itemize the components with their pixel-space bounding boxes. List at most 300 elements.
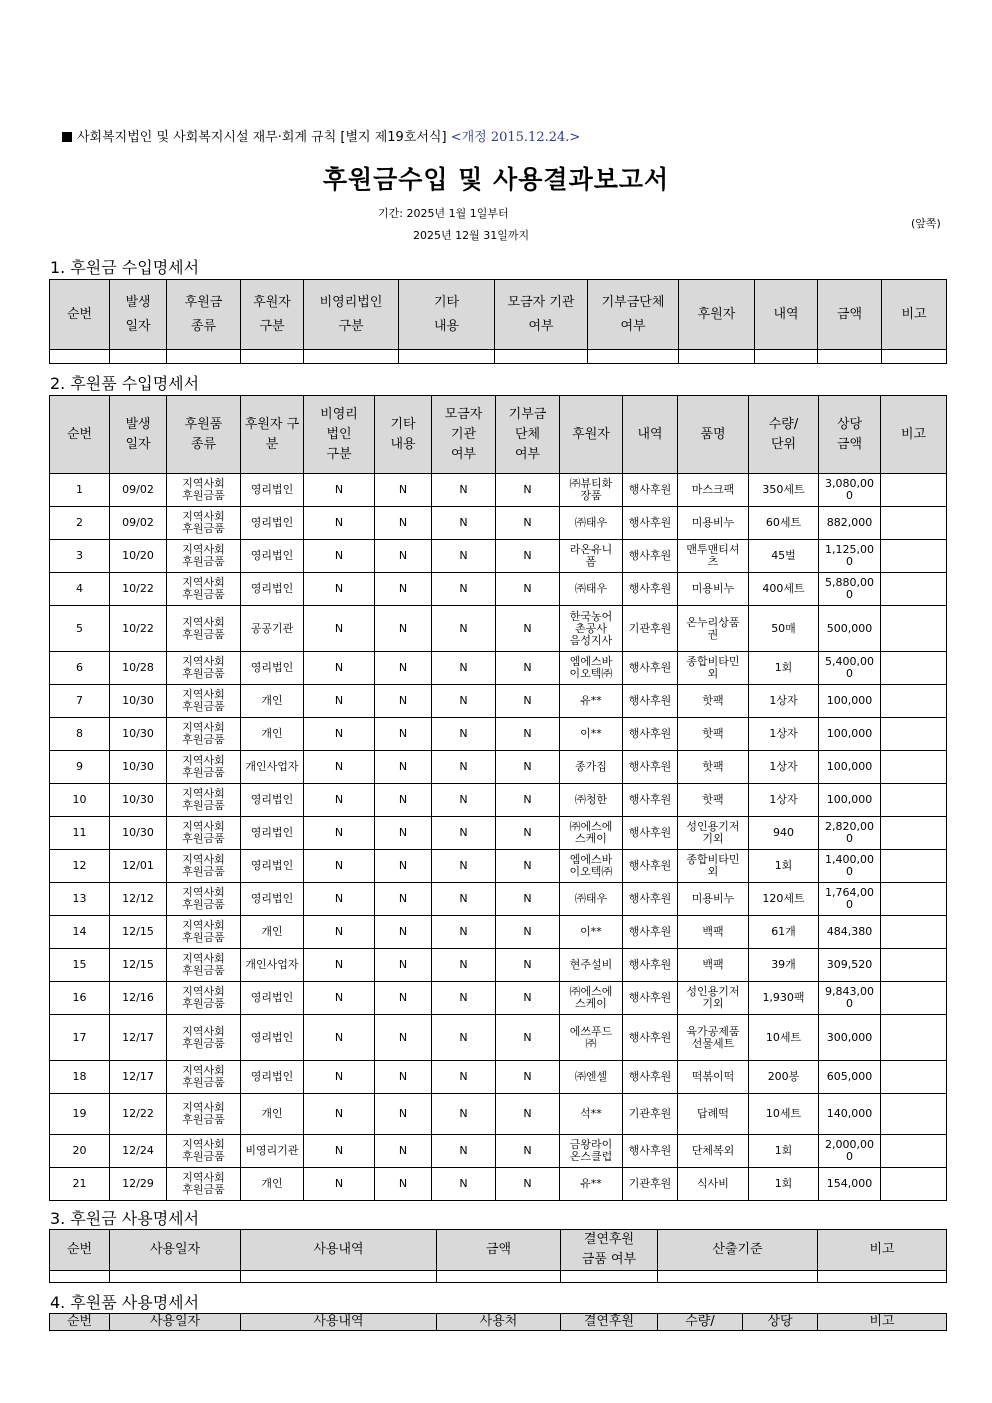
cell-detail: 행사후원 (623, 916, 678, 949)
column-header: 결연후원 (561, 1314, 658, 1331)
cell-etc: N (375, 718, 432, 751)
cell-fundraiser: N (432, 751, 496, 784)
column-header: 비고 (818, 1314, 947, 1331)
cell-note (881, 606, 947, 652)
cell-amount: 309,520 (819, 949, 881, 982)
cell-quantity: 400세트 (749, 573, 819, 606)
table-row (50, 982, 947, 1015)
cell-item: 핫팩 (678, 751, 749, 784)
page-side-label: (앞쪽) (911, 217, 941, 230)
cell-kind: 지역사회 후원금품 (167, 916, 241, 949)
cell-etc: N (375, 652, 432, 685)
cell-donor-type: 영리법인 (241, 507, 304, 540)
cell-no: 11 (50, 817, 110, 850)
cell-donor: 금왕라이 온스클럽 (560, 1135, 623, 1168)
cell-donation-org: N (496, 606, 560, 652)
goods-income-body (50, 474, 947, 1201)
cell-etc: N (375, 606, 432, 652)
cell-quantity: 1상자 (749, 718, 819, 751)
cell-quantity: 1회 (749, 1135, 819, 1168)
column-header: 상당 (743, 1314, 818, 1331)
cell-no: 19 (50, 1094, 110, 1135)
cell-nonprofit: N (304, 1015, 375, 1061)
cell-fundraiser: N (432, 784, 496, 817)
cell-date: 09/02 (110, 507, 167, 540)
cell-no: 21 (50, 1168, 110, 1201)
column-header: 후원금 종류 (167, 280, 241, 350)
column-header: 사용내역 (241, 1230, 437, 1271)
cell-donor-type: 영리법인 (241, 883, 304, 916)
cell-donation-org: N (496, 916, 560, 949)
cell-donation-org: N (496, 1061, 560, 1094)
cell-date: 12/15 (110, 949, 167, 982)
cell-amount: 140,000 (819, 1094, 881, 1135)
cell-kind: 지역사회 후원금품 (167, 982, 241, 1015)
cell-donor-type: 영리법인 (241, 982, 304, 1015)
cell-kind: 지역사회 후원금품 (167, 784, 241, 817)
cell-donor-type: 영리법인 (241, 850, 304, 883)
cell-detail: 행사후원 (623, 718, 678, 751)
column-header: 기부금 단체 여부 (496, 396, 560, 474)
cell-note (881, 784, 947, 817)
cell-nonprofit: N (304, 540, 375, 573)
cell-fundraiser: N (432, 685, 496, 718)
cell-quantity: 60세트 (749, 507, 819, 540)
cell-kind: 지역사회 후원금품 (167, 883, 241, 916)
cell-donor: ㈜청한 (560, 784, 623, 817)
cell-donor-type: 영리법인 (241, 1061, 304, 1094)
cell-quantity: 1상자 (749, 685, 819, 718)
cell-fundraiser: N (432, 1061, 496, 1094)
cell-item: 성인용기저 기외 (678, 982, 749, 1015)
cell-detail: 행사후원 (623, 883, 678, 916)
column-header: 후원자 구분 (241, 280, 304, 350)
cell-amount: 5,880,00 0 (819, 573, 881, 606)
cell-etc: N (375, 685, 432, 718)
table-row (50, 1135, 947, 1168)
cell-donor-type: 개인사업자 (241, 751, 304, 784)
cell-nonprofit: N (304, 949, 375, 982)
cell-etc: N (375, 1015, 432, 1061)
cell-donor-type: 영리법인 (241, 1015, 304, 1061)
cell-no: 4 (50, 573, 110, 606)
section1-title: 1. 후원금 수입명세서 (50, 258, 200, 277)
cell-date: 10/30 (110, 817, 167, 850)
column-header: 내역 (755, 280, 818, 350)
cell-fundraiser: N (432, 1135, 496, 1168)
goods-income-table (49, 395, 947, 1201)
cell-etc: N (375, 751, 432, 784)
cell-fundraiser: N (432, 573, 496, 606)
cell-donor: ㈜태우 (560, 507, 623, 540)
cell-item: 백팩 (678, 916, 749, 949)
cell-donor: ㈜에스에 스케이 (560, 982, 623, 1015)
form-rule-line (62, 126, 580, 145)
cell-no: 2 (50, 507, 110, 540)
cell-detail: 행사후원 (623, 784, 678, 817)
cell-amount: 300,000 (819, 1015, 881, 1061)
cell-amount: 2,000,00 0 (819, 1135, 881, 1168)
table-row (50, 1094, 947, 1135)
cell-no: 17 (50, 1015, 110, 1061)
cell-item: 온누리상품 권 (678, 606, 749, 652)
cell-donor-type: 영리법인 (241, 652, 304, 685)
cell-kind: 지역사회 후원금품 (167, 718, 241, 751)
goods-income-header (50, 396, 947, 474)
cell-donor-type: 영리법인 (241, 474, 304, 507)
cell-fundraiser: N (432, 982, 496, 1015)
cell-date: 12/24 (110, 1135, 167, 1168)
cell-note (881, 652, 947, 685)
cell-donor: 엠에스바 이오텍㈜ (560, 652, 623, 685)
cell-etc: N (375, 573, 432, 606)
cell-nonprofit: N (304, 1135, 375, 1168)
header-row (50, 280, 947, 350)
donation-income-header (50, 280, 947, 350)
header-row (50, 1314, 947, 1331)
cell-no: 9 (50, 751, 110, 784)
cell-nonprofit: N (304, 652, 375, 685)
column-header: 비영리법인 구분 (304, 280, 399, 350)
cell-donor: 엠에스바 이오텍㈜ (560, 850, 623, 883)
cell-etc: N (375, 982, 432, 1015)
table-row (50, 1061, 947, 1094)
cell-etc: N (375, 817, 432, 850)
cell-date: 10/22 (110, 606, 167, 652)
cell-donation-org: N (496, 949, 560, 982)
cell-note (881, 685, 947, 718)
column-header: 기부금단체 여부 (588, 280, 679, 350)
cell-donor-type: 영리법인 (241, 817, 304, 850)
cell-donation-org: N (496, 1135, 560, 1168)
cell-kind: 지역사회 후원금품 (167, 507, 241, 540)
cell-donation-org: N (496, 1094, 560, 1135)
cell-donor-type: 개인 (241, 1168, 304, 1201)
cell-kind: 지역사회 후원금품 (167, 652, 241, 685)
cell-kind: 지역사회 후원금품 (167, 1135, 241, 1168)
column-header: 순번 (50, 1314, 110, 1331)
cell-quantity: 1상자 (749, 784, 819, 817)
column-header: 발생 일자 (110, 280, 167, 350)
cell-item: 단체복외 (678, 1135, 749, 1168)
column-header: 사용처 (437, 1314, 561, 1331)
cell-fundraiser: N (432, 652, 496, 685)
cell-donation-org: N (496, 1015, 560, 1061)
cell-kind: 지역사회 후원금품 (167, 817, 241, 850)
cell-donation-org: N (496, 573, 560, 606)
revision-note: <개정 2015.12.24.> (450, 130, 581, 145)
cell-detail: 행사후원 (623, 1135, 678, 1168)
goods-usage-header (50, 1314, 947, 1331)
table-row (50, 652, 947, 685)
table-row (50, 817, 947, 850)
cell-donation-org: N (496, 817, 560, 850)
cell-quantity: 120세트 (749, 883, 819, 916)
cell-quantity: 1상자 (749, 751, 819, 784)
cell-amount: 1,125,00 0 (819, 540, 881, 573)
cell-item: 육가공제품 선물세트 (678, 1015, 749, 1061)
rule-text: 사회복지법인 및 사회복지시설 재무·회계 규칙 [별지 제19호서식] (77, 130, 447, 145)
cell-donation-org: N (496, 507, 560, 540)
column-header: 비고 (882, 280, 947, 350)
cell-kind: 지역사회 후원금품 (167, 751, 241, 784)
cell-fundraiser: N (432, 606, 496, 652)
cell-date: 12/17 (110, 1061, 167, 1094)
cell-date: 10/28 (110, 652, 167, 685)
cell-amount: 154,000 (819, 1168, 881, 1201)
cell-amount: 100,000 (819, 718, 881, 751)
table-row (50, 718, 947, 751)
cell-amount: 3,080,00 0 (819, 474, 881, 507)
cell-date: 09/02 (110, 474, 167, 507)
cell-fundraiser: N (432, 817, 496, 850)
cell-donor: 이** (560, 718, 623, 751)
cell-item: 미용비누 (678, 507, 749, 540)
cell-donor: 종가집 (560, 751, 623, 784)
cell-note (881, 1015, 947, 1061)
cell-date: 12/12 (110, 883, 167, 916)
cell-nonprofit: N (304, 982, 375, 1015)
cell-kind: 지역사회 후원금품 (167, 540, 241, 573)
cell-fundraiser: N (432, 1094, 496, 1135)
cell-no: 13 (50, 883, 110, 916)
cell-item: 떡볶이떡 (678, 1061, 749, 1094)
cell-item: 답례떡 (678, 1094, 749, 1135)
cell-nonprofit: N (304, 474, 375, 507)
cell-fundraiser: N (432, 474, 496, 507)
cell-donor-type: 공공기관 (241, 606, 304, 652)
table-row (50, 606, 947, 652)
donation-usage-header (50, 1230, 947, 1271)
column-header: 발생 일자 (110, 396, 167, 474)
cell-no: 7 (50, 685, 110, 718)
cell-date: 12/16 (110, 982, 167, 1015)
cell-amount: 500,000 (819, 606, 881, 652)
cell-donation-org: N (496, 718, 560, 751)
header-row (50, 396, 947, 474)
cell-quantity: 1회 (749, 850, 819, 883)
cell-detail: 행사후원 (623, 540, 678, 573)
cell-date: 12/01 (110, 850, 167, 883)
table-row (50, 751, 947, 784)
cell-donor: 라온유니 폼 (560, 540, 623, 573)
cell-donor-type: 개인 (241, 1094, 304, 1135)
cell-no: 1 (50, 474, 110, 507)
cell-donor: 에쓰푸드 ㈜ (560, 1015, 623, 1061)
cell-amount: 5,400,00 0 (819, 652, 881, 685)
cell-etc: N (375, 540, 432, 573)
cell-note (881, 507, 947, 540)
section4-title: 4. 후원품 사용명세서 (50, 1293, 200, 1312)
cell-quantity: 940 (749, 817, 819, 850)
cell-fundraiser: N (432, 540, 496, 573)
cell-date: 10/20 (110, 540, 167, 573)
column-header: 수량/ 단위 (749, 396, 819, 474)
cell-kind: 지역사회 후원금품 (167, 573, 241, 606)
cell-detail: 기관후원 (623, 606, 678, 652)
cell-donation-org: N (496, 540, 560, 573)
cell-note (881, 916, 947, 949)
cell-item: 식사비 (678, 1168, 749, 1201)
cell-no: 16 (50, 982, 110, 1015)
cell-nonprofit: N (304, 817, 375, 850)
header-row (50, 1230, 947, 1271)
column-header: 비고 (881, 396, 947, 474)
section3-title: 3. 후원금 사용명세서 (50, 1209, 200, 1228)
cell-fundraiser: N (432, 916, 496, 949)
table-row (50, 350, 947, 364)
table-row (50, 540, 947, 573)
column-header: 사용일자 (110, 1314, 241, 1331)
cell-note (881, 982, 947, 1015)
cell-quantity: 1회 (749, 652, 819, 685)
cell-amount: 100,000 (819, 685, 881, 718)
column-header: 순번 (50, 280, 110, 350)
cell-item: 맨투맨티셔 츠 (678, 540, 749, 573)
cell-no: 15 (50, 949, 110, 982)
cell-amount: 100,000 (819, 751, 881, 784)
cell-kind: 지역사회 후원금품 (167, 1015, 241, 1061)
cell-donation-org: N (496, 850, 560, 883)
cell-donor: ㈜에스에 스케이 (560, 817, 623, 850)
cell-note (881, 540, 947, 573)
cell-note (881, 1135, 947, 1168)
cell-quantity: 1회 (749, 1168, 819, 1201)
column-header: 금액 (818, 280, 882, 350)
cell-kind: 지역사회 후원금품 (167, 949, 241, 982)
cell-detail: 행사후원 (623, 850, 678, 883)
cell-detail: 행사후원 (623, 751, 678, 784)
column-header: 내역 (623, 396, 678, 474)
cell-note (881, 850, 947, 883)
cell-date: 10/30 (110, 751, 167, 784)
cell-nonprofit: N (304, 784, 375, 817)
cell-date: 10/30 (110, 718, 167, 751)
donation-usage-table (49, 1229, 947, 1283)
cell-detail: 행사후원 (623, 817, 678, 850)
cell-donation-org: N (496, 1168, 560, 1201)
cell-donation-org: N (496, 685, 560, 718)
cell-date: 10/30 (110, 784, 167, 817)
cell-nonprofit: N (304, 850, 375, 883)
cell-detail: 행사후원 (623, 474, 678, 507)
cell-detail: 행사후원 (623, 1061, 678, 1094)
cell-item: 핫팩 (678, 685, 749, 718)
cell-kind: 지역사회 후원금품 (167, 1094, 241, 1135)
cell-fundraiser: N (432, 1015, 496, 1061)
cell-donation-org: N (496, 982, 560, 1015)
cell-amount: 9,843,00 0 (819, 982, 881, 1015)
cell-no: 3 (50, 540, 110, 573)
cell-kind: 지역사회 후원금품 (167, 1061, 241, 1094)
cell-detail: 행사후원 (623, 685, 678, 718)
cell-item: 핫팩 (678, 718, 749, 751)
cell-etc: N (375, 1094, 432, 1135)
goods-usage-table (49, 1313, 947, 1331)
column-header: 기타 내용 (375, 396, 432, 474)
cell-fundraiser: N (432, 883, 496, 916)
cell-donor: 이** (560, 916, 623, 949)
cell-nonprofit: N (304, 718, 375, 751)
column-header: 비영리 법인 구분 (304, 396, 375, 474)
table-row (50, 685, 947, 718)
cell-item: 종합비타민 외 (678, 850, 749, 883)
column-header: 후원자 (679, 280, 755, 350)
column-header: 후원자 구 분 (241, 396, 304, 474)
cell-nonprofit: N (304, 606, 375, 652)
cell-quantity: 10세트 (749, 1094, 819, 1135)
column-header: 수량/ (658, 1314, 743, 1331)
cell-nonprofit: N (304, 751, 375, 784)
cell-fundraiser: N (432, 949, 496, 982)
cell-note (881, 751, 947, 784)
column-header: 모금자 기관 여부 (432, 396, 496, 474)
cell-quantity: 50매 (749, 606, 819, 652)
table-row (50, 784, 947, 817)
cell-amount: 605,000 (819, 1061, 881, 1094)
cell-detail: 행사후원 (623, 1015, 678, 1061)
cell-fundraiser: N (432, 718, 496, 751)
cell-nonprofit: N (304, 1061, 375, 1094)
cell-donor-type: 비영리기관 (241, 1135, 304, 1168)
cell-no: 10 (50, 784, 110, 817)
cell-donor: ㈜뷰티화 장품 (560, 474, 623, 507)
cell-item: 핫팩 (678, 784, 749, 817)
cell-etc: N (375, 916, 432, 949)
cell-no: 6 (50, 652, 110, 685)
cell-amount: 1,764,00 0 (819, 883, 881, 916)
cell-kind: 지역사회 후원금품 (167, 685, 241, 718)
cell-no: 18 (50, 1061, 110, 1094)
cell-etc: N (375, 474, 432, 507)
cell-etc: N (375, 1135, 432, 1168)
cell-note (881, 883, 947, 916)
cell-etc: N (375, 850, 432, 883)
column-header: 순번 (50, 396, 110, 474)
cell-nonprofit: N (304, 916, 375, 949)
cell-item: 백팩 (678, 949, 749, 982)
cell-amount: 882,000 (819, 507, 881, 540)
cell-date: 10/30 (110, 685, 167, 718)
cell-detail: 행사후원 (623, 652, 678, 685)
cell-donor: 유** (560, 1168, 623, 1201)
cell-date: 12/17 (110, 1015, 167, 1061)
cell-nonprofit: N (304, 1094, 375, 1135)
cell-etc: N (375, 507, 432, 540)
table-row (50, 949, 947, 982)
column-header: 금액 (437, 1230, 561, 1271)
cell-note (881, 1168, 947, 1201)
cell-item: 마스크팩 (678, 474, 749, 507)
cell-detail: 기관후원 (623, 1094, 678, 1135)
table-row (50, 507, 947, 540)
cell-kind: 지역사회 후원금품 (167, 606, 241, 652)
column-header: 품명 (678, 396, 749, 474)
cell-no: 12 (50, 850, 110, 883)
cell-date: 10/22 (110, 573, 167, 606)
cell-donation-org: N (496, 474, 560, 507)
cell-donor-type: 영리법인 (241, 573, 304, 606)
cell-fundraiser: N (432, 507, 496, 540)
cell-etc: N (375, 784, 432, 817)
column-header: 상당 금액 (819, 396, 881, 474)
cell-donor: 한국농어 촌공사 음성지사 (560, 606, 623, 652)
cell-no: 8 (50, 718, 110, 751)
cell-date: 12/22 (110, 1094, 167, 1135)
cell-quantity: 45벌 (749, 540, 819, 573)
cell-etc: N (375, 1168, 432, 1201)
cell-donor: 석** (560, 1094, 623, 1135)
